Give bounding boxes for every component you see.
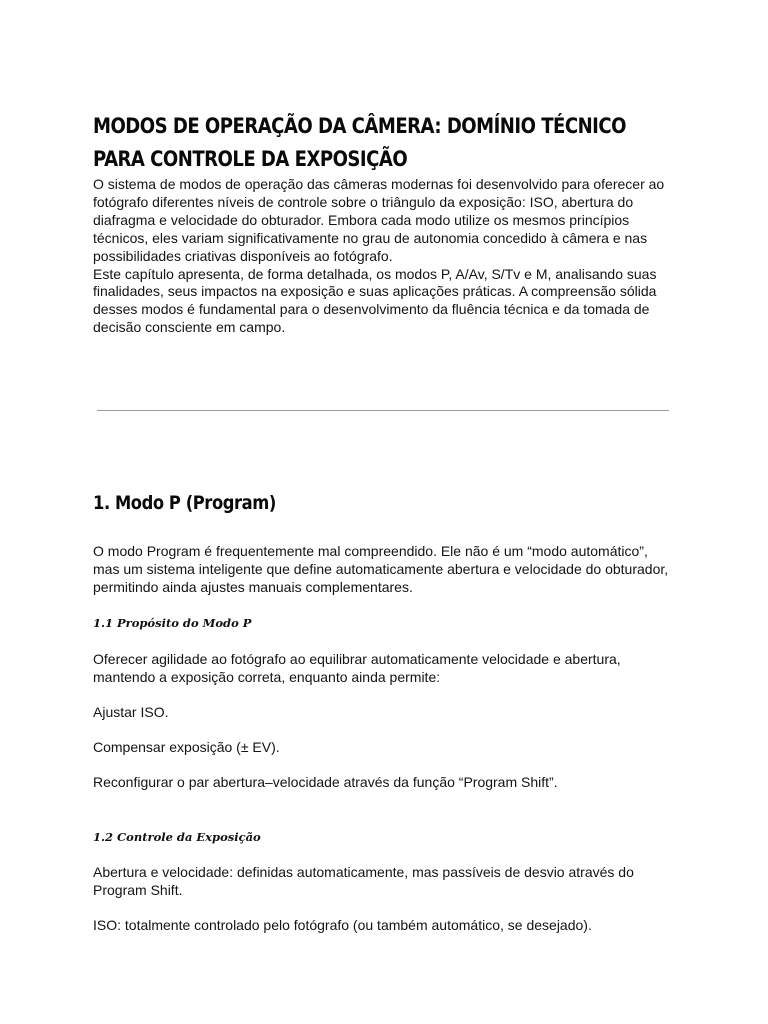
- section-intro-paragraph: O modo Program é frequentemente mal compreendido. Ele não é um “modo automático”, mas um sistema inteligente que define automaticamente abertura e velocidade do obturador, permitindo ainda ajustes manuais complementares.: [93, 543, 669, 595]
- subsection-paragraph: Oferecer agilidade ao fotógrafo ao equilibrar automaticamente velocidade e abertura, mantendo a exposição correta, enquanto ainda permite:: [93, 651, 621, 685]
- section-intro: [93, 543, 678, 597]
- list-item-text: Reconfigurar o par abertura–velocidade através da função “Program Shift”.: [93, 774, 558, 790]
- subsection-1-1: [93, 615, 678, 631]
- list-item: [93, 917, 678, 935]
- list-item: [93, 739, 678, 757]
- list-item: [93, 774, 678, 792]
- intro-paragraph: Este capítulo apresenta, de forma detalhada, os modos P, A/Av, S/Tv e M, analisando suas finalidades, seus impactos na exposição e suas aplicações práticas. A compreensão sólida desses modos é fundamental para o desenvolvimento da fluência técnica e da tomada de decisão consciente em campo.: [93, 265, 657, 336]
- list-item-text: Compensar exposição (± EV).: [93, 739, 280, 755]
- list-item: [93, 864, 678, 900]
- list-item-text: Abertura e velocidade: definidas automaticamente, mas passíveis de desvio através do Program Shift.: [93, 864, 634, 898]
- subsection-title: 1.2 Controle da Exposição: [93, 830, 261, 844]
- list-item-text: Ajustar ISO.: [93, 704, 169, 720]
- list-item-text: ISO: totalmente controlado pelo fotógrafo (ou também automático, se desejado).: [93, 917, 592, 933]
- document-header: [93, 110, 678, 337]
- subsection-title: 1.1 Propósito do Modo P: [93, 616, 252, 630]
- subsection-1-1-body: [93, 651, 678, 687]
- section-divider: [97, 410, 669, 411]
- intro-paragraph: O sistema de modos de operação das câmeras modernas foi desenvolvido para oferecer ao fotógrafo diferentes níveis de controle sobre o triângulo da exposição: ISO, abertura do diafragma e velocidade do obturador. Embora cada modo utilize os mesmos princípios técnicos, eles variam significativamente no grau de autonomia concedido à câmera e nas possibilidades criativas disponíveis ao fotógrafo.: [93, 176, 665, 264]
- document-title: MODOS DE OPERAÇÃO DA CÂMERA: DOMÍNIO TÉCNICO PARA CONTROLE DA EXPOSIÇÃO: [93, 114, 626, 171]
- list-item: [93, 704, 678, 722]
- subsection-1-2: [93, 829, 678, 845]
- section-title: 1. Modo P (Program): [93, 492, 276, 514]
